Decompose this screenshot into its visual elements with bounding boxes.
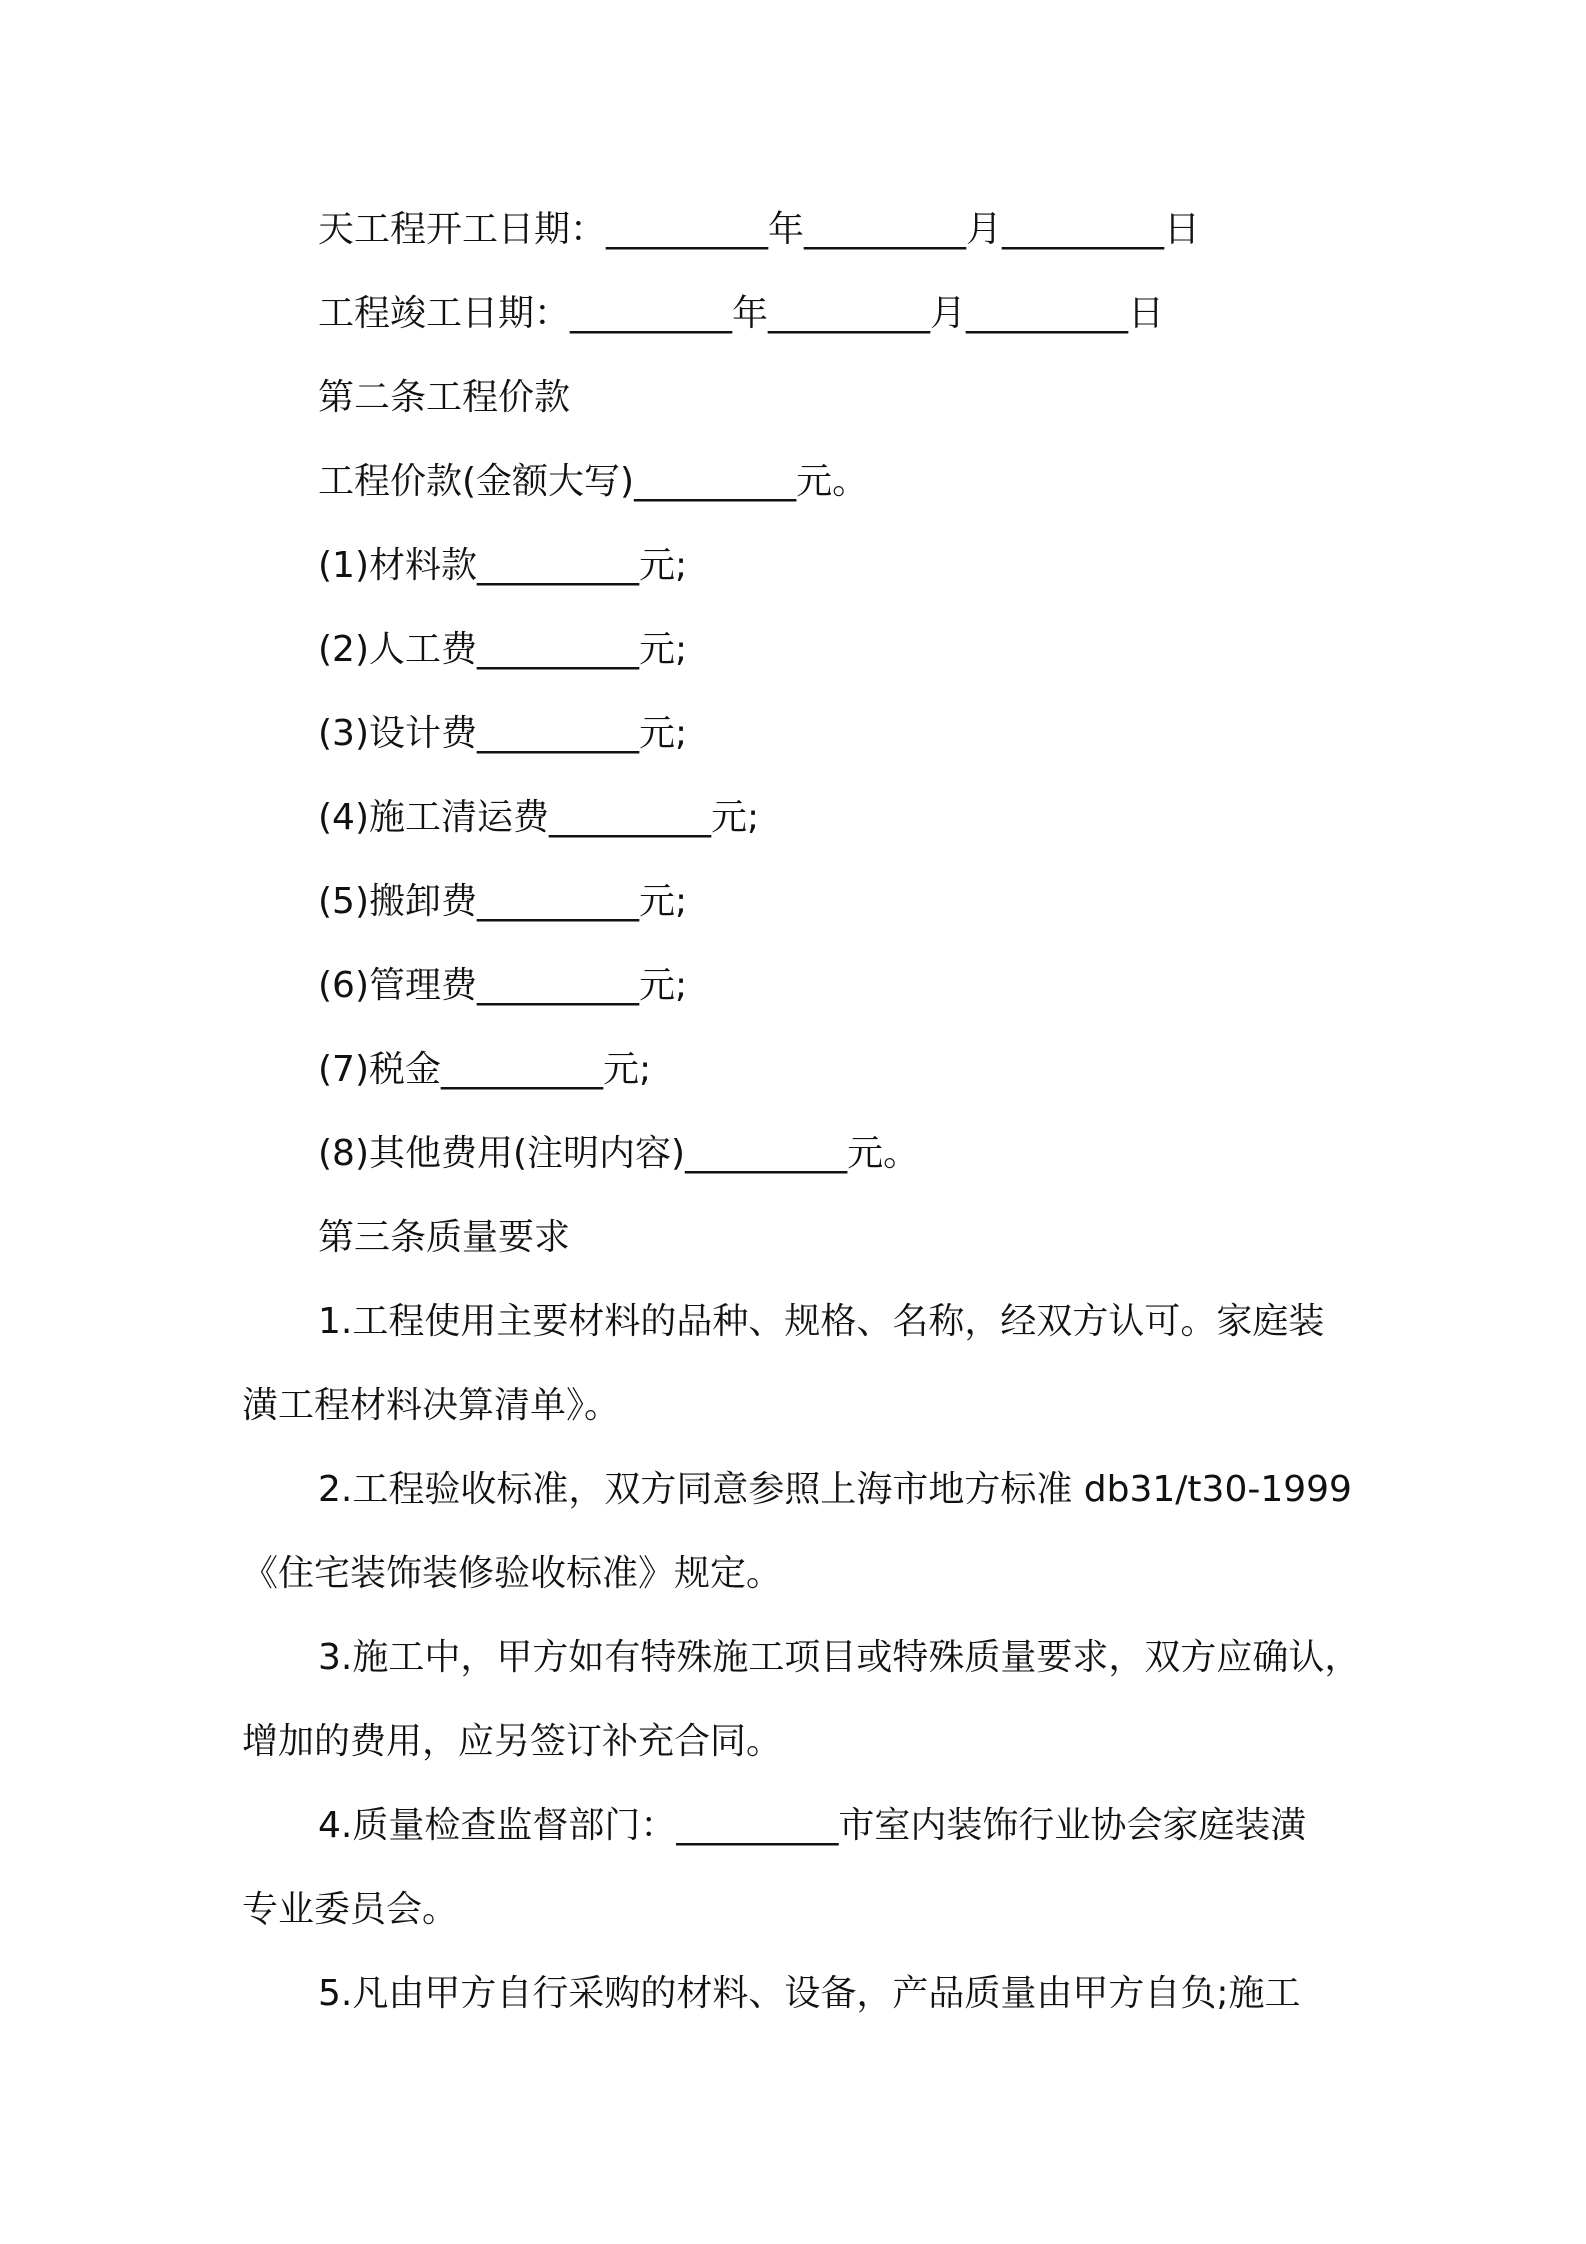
quality-clause-4: 4.质量检查监督部门：_________市室内装饰行业协会家庭装潢	[318, 1805, 1307, 1846]
price-item-tax: (7)税金_________元;	[318, 1049, 652, 1090]
quality-clause-2-cont: 《住宅装饰装修验收标准》规定。	[242, 1553, 783, 1594]
section-heading-quality: 第三条质量要求	[318, 1217, 571, 1258]
price-item-handling: (5)搬卸费_________元;	[318, 881, 688, 922]
completion-date-line: 工程竣工日期：_________年_________月_________日	[318, 293, 1165, 334]
quality-clause-3-cont: 增加的费用，应另签订补充合同。	[242, 1721, 783, 1762]
price-item-cleanup: (4)施工清运费_________元;	[318, 797, 760, 838]
price-item-other: (8)其他费用(注明内容)_________元。	[318, 1133, 920, 1174]
price-item-management: (6)管理费_________元;	[318, 965, 688, 1006]
quality-clause-2: 2.工程验收标准，双方同意参照上海市地方标准 db31/t30-1999	[318, 1469, 1352, 1510]
total-price-line: 工程价款(金额大写)_________元。	[318, 461, 869, 502]
quality-clause-5: 5.凡由甲方自行采购的材料、设备，产品质量由甲方自负;施工	[318, 1973, 1301, 2014]
quality-clause-3: 3.施工中，甲方如有特殊施工项目或特殊质量要求，双方应确认，	[318, 1637, 1361, 1678]
price-item-design: (3)设计费_________元;	[318, 713, 688, 754]
price-item-materials: (1)材料款_________元;	[318, 545, 688, 586]
quality-clause-1: 1.工程使用主要材料的品种、规格、名称，经双方认可。家庭装	[318, 1301, 1325, 1342]
quality-clause-1-cont: 潢工程材料决算清单》。	[242, 1385, 621, 1426]
price-item-labor: (2)人工费_________元;	[318, 629, 688, 670]
start-date-line: 天工程开工日期：_________年_________月_________日	[318, 209, 1201, 250]
section-heading-price: 第二条工程价款	[318, 377, 571, 418]
quality-clause-4-cont: 专业委员会。	[242, 1889, 459, 1930]
